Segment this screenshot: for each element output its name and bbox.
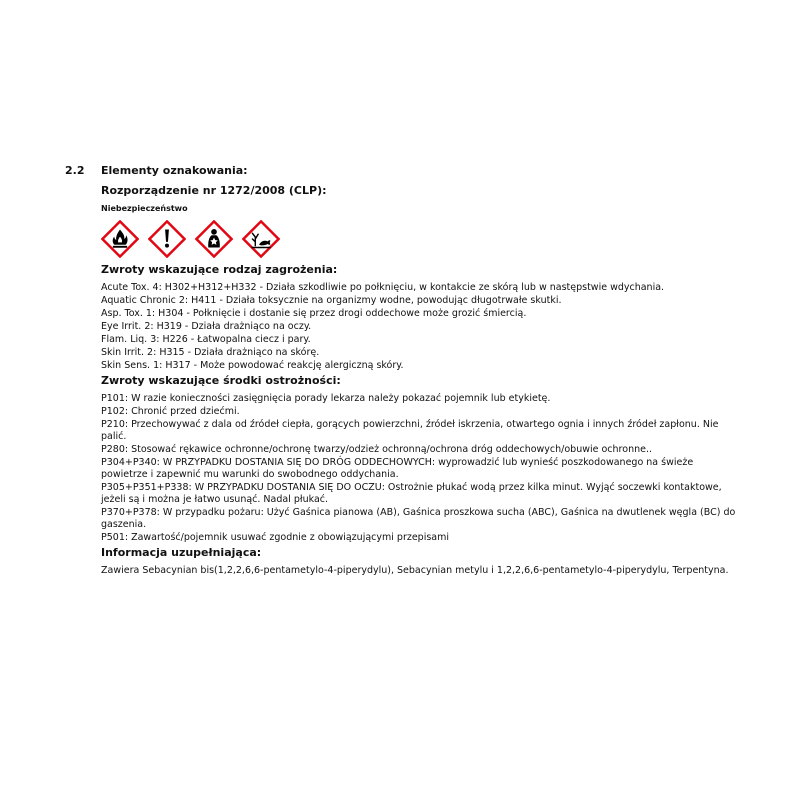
hazard-statement: Skin Irrit. 2: H315 - Działa drażniąco na skórę.	[101, 347, 320, 358]
hazard-statement: Acute Tox. 4: H302+H312+H332 - Działa szkodliwie po połknięciu, w kontakcie ze skórą lub w następstwie wdychania.	[101, 282, 665, 293]
hazard-statements-title: Zwroty wskazujące rodzaj zagrożenia:	[101, 263, 338, 276]
precautionary-statement: P101: W razie konieczności zasięgnięcia porady lekarza należy pokazać pojemnik lub etykietę.	[101, 393, 551, 404]
hazard-statement: Skin Sens. 1: H317 - Może powodować reakcję alergiczną skóry.	[101, 360, 404, 371]
supplementary-info-title: Informacja uzupełniająca:	[101, 546, 262, 559]
section-heading	[65, 164, 248, 177]
precautionary-statement: P305+P351+P338: W PRZYPADKU DOSTANIA SIĘ DO OCZU: Ostrożnie płukać wodą przez kilka minut. Wyjąć soczewki kontaktowe, jeżeli są i można je łatwo usunąć. Nadal płukać.	[101, 482, 722, 505]
precautionary-statements-title: Zwroty wskazujące środki ostrożności:	[101, 374, 341, 387]
precautionary-statement: P304+P340: W PRZYPADKU DOSTANIA SIĘ DO DRÓG ODDECHOWYCH: wyprowadzić lub wynieść poszkodowanego na świeże powietrze i zapewnić mu warunki do swobodnego oddychania.	[101, 457, 694, 480]
hazard-statement: Asp. Tox. 1: H304 - Połknięcie i dostanie się przez drogi oddechowe może grozić śmiercią.	[101, 308, 527, 319]
precautionary-statement: P280: Stosować rękawice ochronne/ochronę twarzy/odzież ochronną/ochrona dróg oddechowych/obuwie ochronne..	[101, 444, 652, 455]
hazard-statement: Aquatic Chronic 2: H411 - Działa toksycznie na organizmy wodne, powodując długotrwałe skutki.	[101, 295, 562, 306]
signal-word: Niebezpieczeństwo	[101, 204, 188, 213]
precautionary-statement: P501: Zawartość/pojemnik usuwać zgodnie z obowiązującymi przepisami	[101, 532, 450, 543]
health-hazard-icon	[195, 220, 233, 258]
hazard-statement: Flam. Liq. 3: H226 - Łatwopalna ciecz i pary.	[101, 334, 311, 345]
section-title: Elementy oznakowania:	[101, 164, 248, 177]
precautionary-statement: P102: Chronić przed dziećmi.	[101, 406, 240, 417]
flame-icon	[101, 220, 139, 258]
section-number: 2.2	[65, 164, 85, 177]
precautionary-statement: P370+P378: W przypadku pożaru: Użyć Gaśnica pianowa (AB), Gaśnica proszkowa sucha (ABC), Gaśnica na dwutlenek węgla (BC) do gaszenia.	[101, 507, 736, 530]
exclamation-mark-icon	[148, 220, 186, 258]
precautionary-statement: P210: Przechowywać z dala od źródeł ciepła, gorących powierzchni, źródeł iskrzenia, otwartego ognia i innych źródeł zapłonu. Nie palić.	[101, 419, 719, 442]
supplementary-info-text: Zawiera Sebacynian bis(1,2,2,6,6-pentametylo-4-piperydylu), Sebacynian metylu i 1,2,2,6,6-pentametylo-4-piperydylu, Terpentyna.	[101, 565, 729, 576]
label-content	[101, 263, 741, 578]
hazard-statements-list	[101, 282, 741, 372]
precautionary-statements-list	[101, 393, 741, 544]
regulation-title: Rozporządzenie nr 1272/2008 (CLP):	[101, 184, 327, 197]
hazard-statement: Eye Irrit. 2: H319 - Działa drażniąco na oczy.	[101, 321, 312, 332]
environment-hazard-icon	[242, 220, 280, 258]
